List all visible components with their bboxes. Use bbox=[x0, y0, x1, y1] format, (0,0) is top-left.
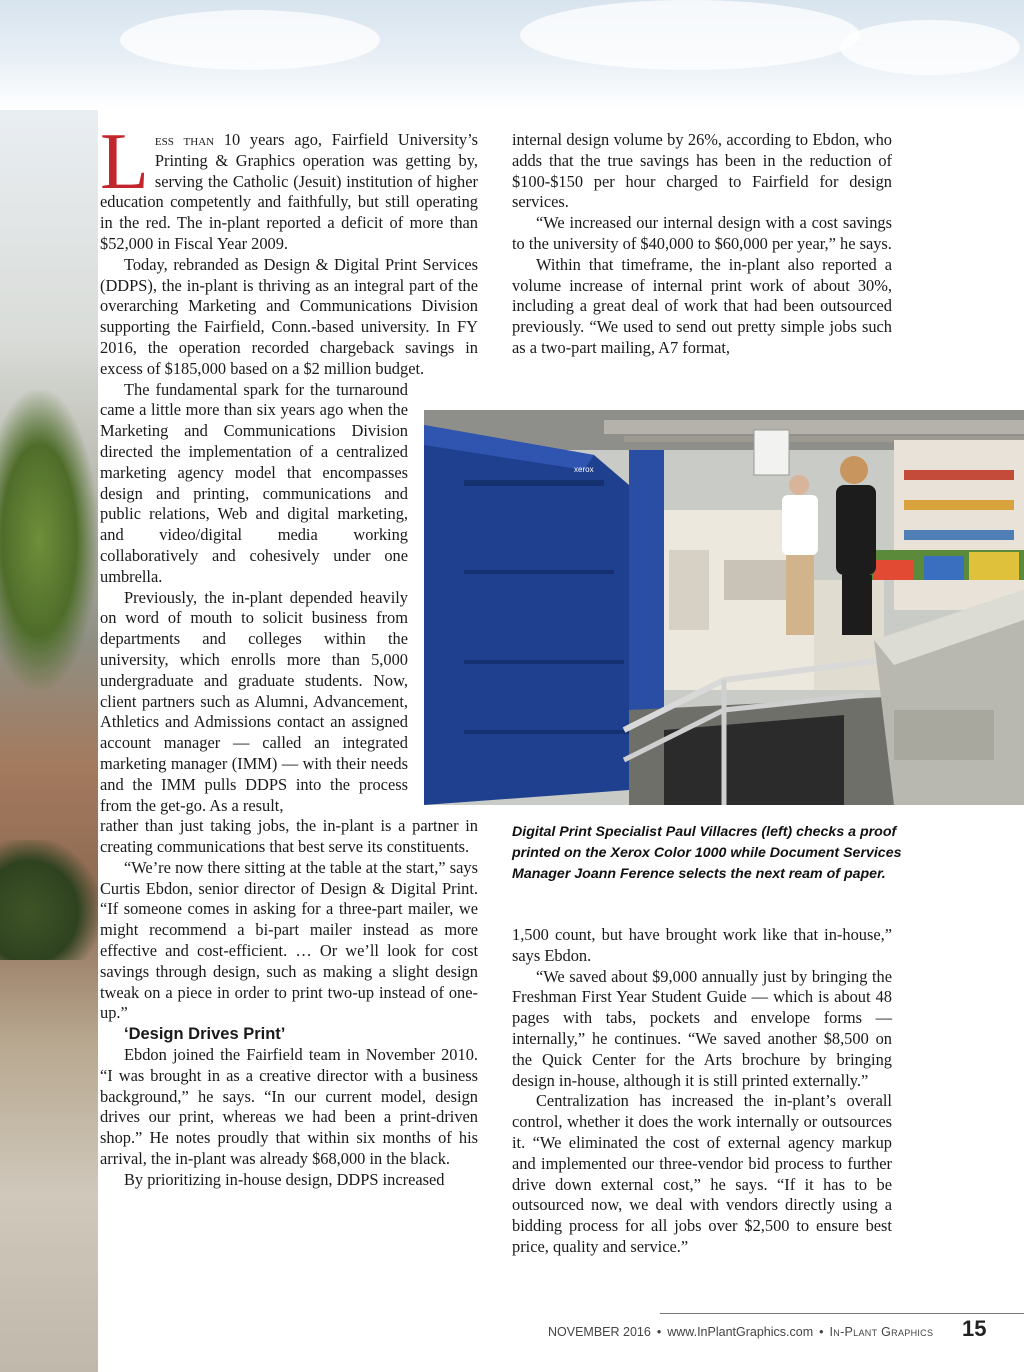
publication-name: In-Plant Graphics bbox=[829, 1325, 934, 1339]
section-subhead: ‘Design Drives Print’ bbox=[124, 1025, 286, 1044]
article-right-column-bottom bbox=[512, 925, 892, 1258]
footer-bullet: • bbox=[656, 1325, 662, 1339]
page-number: 15 bbox=[962, 1316, 987, 1341]
article-paragraph: internal design volume by 26%, according to Ebdon, who adds that the true savings has been in the reduction of $100-$150 per hour charged to Fairfield for design services. bbox=[512, 130, 892, 212]
article-paragraph: “We’re now there sitting at the table at the start,” says Curtis Ebdon, senior director of Design & Digital Print. “If someone comes in asking for a three-part mailer, we might recommend a bi-part mailer instead as more effective and cost-efficient. … Or we’ll look for cost savings through design, such as making a slight design tweak on a piece in order to print two-up instead of one-up.” bbox=[100, 857, 478, 1023]
footer-bullet: • bbox=[819, 1325, 824, 1339]
article-paragraph: Today, rebranded as Design & Digital Print Services (DDPS), the in-plant is thriving as an integral part of the overarching Marketing and Communications Division supporting the Fairfield, Conn.-based university. In FY 2016, the operation recorded chargeback savings in excess of $185,000 based on a $2 million budget. bbox=[100, 254, 478, 378]
article-paragraph: Within that timeframe, the in-plant also reported a volume increase of internal print work of about 30%, including a great deal of work that had been outsourced previously. “We used to send out pretty simple jobs such as a two-part mailing, A7 format, bbox=[512, 254, 892, 357]
article-right-column-top bbox=[512, 130, 892, 359]
tree-foliage bbox=[0, 390, 98, 690]
website-url: www.InPlantGraphics.com bbox=[667, 1325, 814, 1339]
lead-in: ess than bbox=[154, 130, 215, 149]
article-paragraph: rather than just taking jobs, the in-plant is a partner in creating communications that best serve its constituents. bbox=[100, 816, 478, 857]
article-paragraph: 1,500 count, but have brought work like that in-house,” says Ebdon. bbox=[512, 925, 892, 965]
article-paragraph: “We increased our internal design with a cost savings to the university of $40,000 to $60,000 per year,” he says. bbox=[512, 213, 892, 253]
print-shop-photo bbox=[424, 410, 1024, 805]
cloud-shape bbox=[520, 0, 860, 70]
issue-date: NOVEMBER 2016 bbox=[548, 1325, 651, 1339]
drop-cap: L bbox=[100, 118, 149, 206]
shrub-foliage bbox=[0, 840, 98, 960]
footer-rule bbox=[660, 1313, 1024, 1314]
page-footer bbox=[548, 1316, 1008, 1344]
article-paragraph: Previously, the in-plant depended heavily on word of mouth to solicit business from departments and colleges within the university, which enrolls more than 5,000 undergraduate and graduate students. Now, client partners such as Alumni, Advancement, Athletics and Admissions contact an assigned account manager — called an integrated marketing manager (IMM) — with their needs and the IMM pulls DDPS into the process from the get-go. As a result, bbox=[100, 587, 408, 815]
article-paragraph bbox=[100, 118, 478, 255]
article-paragraph: The fundamental spark for the turnaround came a little more than six years ago when the Marketing and Communications Division directed the implementation of a centralized marketing agency model that encompasses design and printing, communications and public relations, Web and digital marketing, and video/digital media working collaboratively and cohesively under one umbrella. bbox=[100, 379, 408, 586]
paragraph-text: 10 years ago, Fairfield University’s Printing & Graphics operation was getting by, serving the Catholic (Jesuit) institution of higher education competently and faithfully, but still operating in the red. The in-plant reported a deficit of more than $52,000 in Fiscal Year 2009. bbox=[100, 130, 478, 253]
article-paragraph: Centralization has increased the in-plant’s overall control, whether it does the work internally or outsources it. “We eliminated the cost of external agency markup and implemented our three-vendor bid process to further drive down external cost,” he says. “If it has to be outsourced now, we deal with vendors directly using a bidding process for all jobs over $2,500 to ensure best price, quality and service.” bbox=[512, 1091, 892, 1256]
cloud-shape bbox=[120, 10, 380, 70]
press-badge: xerox bbox=[574, 465, 594, 474]
article-paragraph: Ebdon joined the Fairfield team in November 2010. “I was brought in as a creative director with a business background,” he says. “In our current model, design drives our print, whereas we had been a print-driven shop.” He notes proudly that within six months of his arrival, the in-plant was already $68,000 in the black. bbox=[100, 1045, 478, 1169]
article-left-column bbox=[100, 118, 478, 1191]
article-paragraph: “We saved about $9,000 annually just by bringing the Freshman First Year Student Guide — which is about 48 pages with tabs, pockets and envelope forms — internally,” he continues. “We saved another $8,500 on the Quick Center for the Arts brochure by bringing design in-house, although it is still printed externally.” bbox=[512, 966, 892, 1090]
article-paragraph: By prioritizing in-house design, DDPS increased bbox=[124, 1169, 445, 1189]
campus-background-strip bbox=[0, 110, 98, 1372]
photo-caption: Digital Print Specialist Paul Villacres (left) checks a proof printed on the Xerox Color 1000 while Document Services Manager Joann Ference selects the next ream of paper. bbox=[512, 824, 902, 882]
cloud-shape bbox=[840, 20, 1020, 75]
